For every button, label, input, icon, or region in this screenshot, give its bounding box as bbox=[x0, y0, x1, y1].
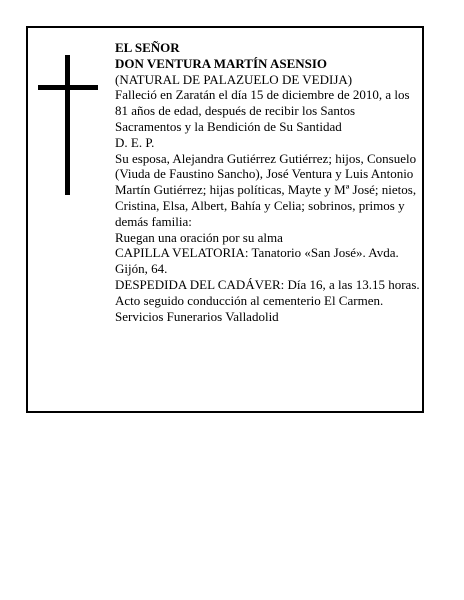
prayer-request: Ruegan una oración por su alma bbox=[115, 229, 283, 245]
funeral-services: Servicios Funerarios Valladolid bbox=[115, 308, 279, 324]
obituary-notice bbox=[26, 26, 424, 413]
deceased-name: DON VENTURA MARTÍN ASENSIO bbox=[115, 55, 328, 71]
cross-horizontal-bar bbox=[38, 85, 98, 90]
cross-vertical-bar bbox=[65, 55, 70, 195]
obituary-text bbox=[115, 40, 421, 324]
obituary-title: EL SEÑOR bbox=[115, 40, 180, 55]
cross-icon bbox=[38, 55, 98, 195]
chapel-info: CAPILLA VELATORIA: Tanatorio «San José». Avda. Gijón, 64. bbox=[115, 245, 399, 277]
family-list: Su esposa, Alejandra Gutiérrez Gutiérrez; hijos, Consuelo (Viuda de Faustino Sancho), José Ventura y Luis Antonio Martín Gutiérrez; hijas políticas, Mayte y Mª José; nietos, Cristina, Elsa, Albert, Bahía y Celia; sobrinos, primos y demás familia: bbox=[115, 150, 417, 229]
farewell-info: DESPEDIDA DEL CADÁVER: Día 16, a las 13.15 horas. Acto seguido conducción al cementerio El Carmen. bbox=[115, 276, 420, 308]
deceased-origin: (NATURAL DE PALAZUELO DE VEDIJA) bbox=[115, 71, 353, 87]
rip-line: D. E. P. bbox=[115, 134, 155, 150]
death-details: Falleció en Zaratán el día 15 de diciembre de 2010, a los 81 años de edad, después de recibir los Santos Sacramentos y la Bendición de Su Santidad bbox=[115, 87, 410, 134]
